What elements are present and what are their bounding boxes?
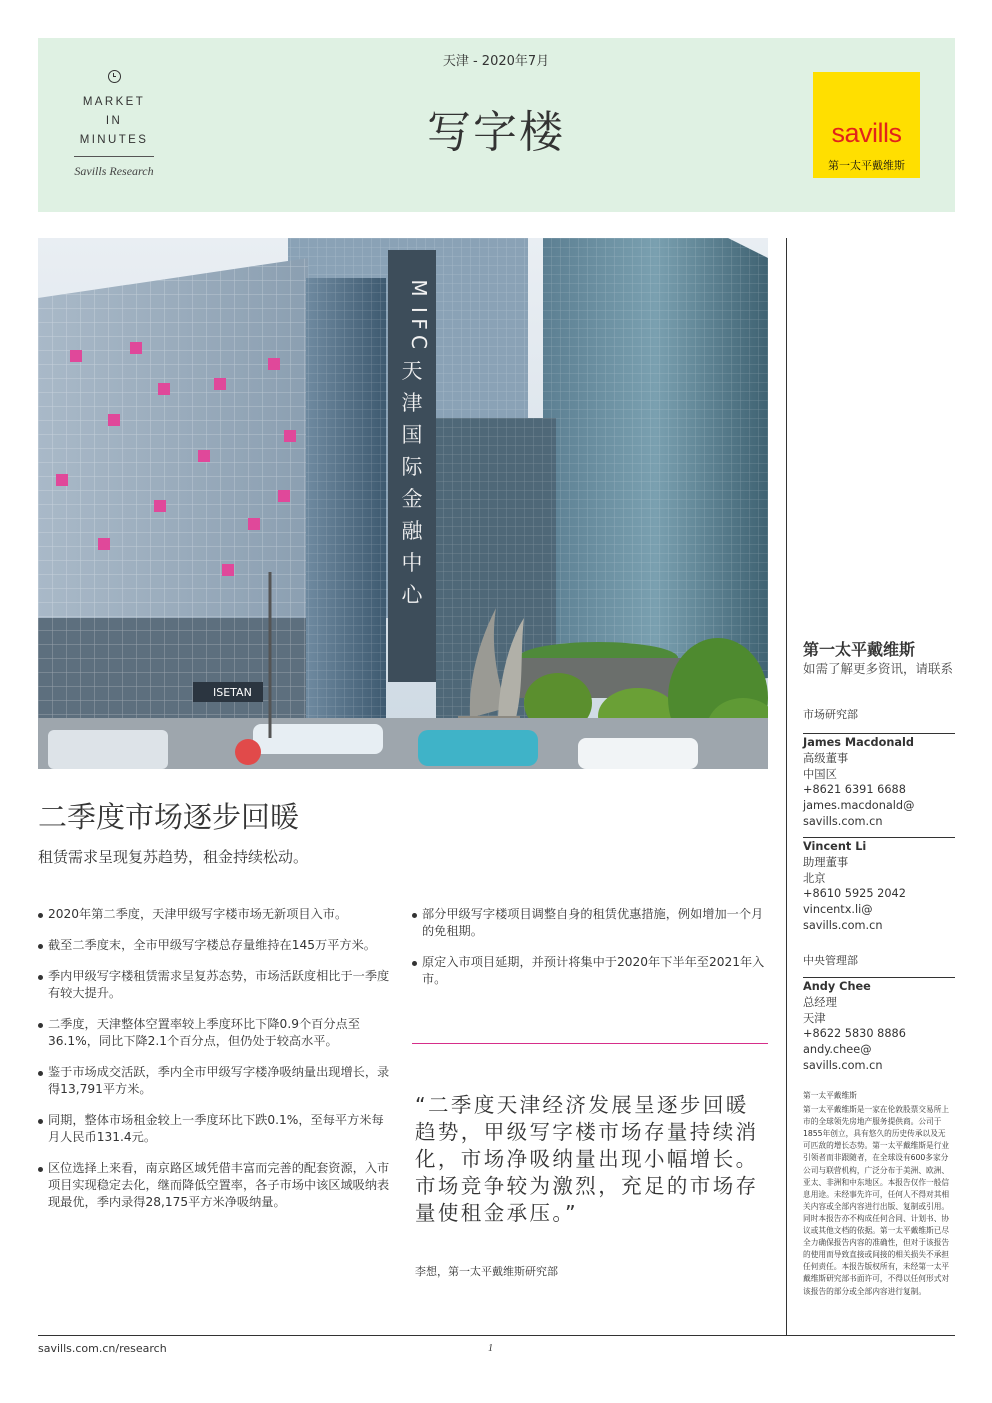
contact-name: Andy Chee <box>803 980 871 993</box>
footer-divider <box>38 1335 955 1336</box>
contact-role: 总经理 <box>803 995 837 1009</box>
svg-text:M: M <box>407 279 431 297</box>
footer-link[interactable]: savills.com.cn/research <box>38 1342 167 1355</box>
svg-text:天: 天 <box>401 359 423 383</box>
contact-region: 中国区 <box>803 767 837 781</box>
svg-text:心: 心 <box>401 583 423 607</box>
contact-name: James Macdonald <box>803 736 914 749</box>
brand-word: IN <box>105 115 123 127</box>
brand-word: MARKET <box>82 96 146 108</box>
list-item: 鉴于市场成交活跃，季内全市甲级写字楼净吸纳量出现增长，录得13,791平方米。 <box>38 1064 394 1098</box>
sidebar-divider <box>786 238 787 1336</box>
list-item: 同期，整体市场租金较上一季度环比下跌0.1%，至每平方米每月人民币131.4元。 <box>38 1112 394 1146</box>
contact-phone[interactable]: +8621 6391 6688 <box>803 783 906 797</box>
list-item: 季内甲级写字楼租赁需求呈复苏态势，市场活跃度相比于一季度有较大提升。 <box>38 968 394 1002</box>
list-item: 二季度，天津整体空置率较上季度环比下降0.9个百分点至36.1%，同比下降2.1个百分点，但仍处于较高水平。 <box>38 1016 394 1050</box>
quote-divider <box>412 1043 768 1044</box>
svg-text:ISETAN: ISETAN <box>213 686 252 699</box>
bullet-list-right <box>412 906 768 1002</box>
svg-text:F: F <box>407 318 431 330</box>
dept-research: 市场研究部 <box>803 708 858 721</box>
building-photo-illustration <box>38 238 768 769</box>
bullet-list-left <box>38 906 394 1225</box>
page-number: 1 <box>488 1343 493 1354</box>
list-item: 部分甲级写字楼项目调整自身的租赁优惠措施，例如增加一个月的免租期。 <box>412 906 768 940</box>
savills-logo <box>813 72 920 178</box>
contact-divider <box>803 733 955 734</box>
brand-research: Savills Research <box>74 164 154 178</box>
sidebar-subtitle: 如需了解更多资讯，请联系 <box>803 661 954 676</box>
list-item: 截至二季度末，全市甲级写字楼总存量维持在145万平方米。 <box>38 937 394 954</box>
contact-email-domain[interactable]: savills.com.cn <box>803 1058 883 1072</box>
brand-word: MINUTES <box>79 134 149 146</box>
clock-icon <box>108 70 121 83</box>
location-date: 天津 - 2020年7月 <box>442 54 550 69</box>
contact-email-domain[interactable]: savills.com.cn <box>803 814 883 828</box>
svg-text:I: I <box>407 307 431 313</box>
svg-text:金: 金 <box>401 487 423 511</box>
list-item: 2020年第二季度，天津甲级写字楼市场无新项目入市。 <box>38 906 394 923</box>
contact-email[interactable]: james.macdonald@ <box>803 799 915 813</box>
contact-role: 助理董事 <box>803 855 849 869</box>
contact-region: 北京 <box>803 871 826 885</box>
contact-email-domain[interactable]: savills.com.cn <box>803 918 883 932</box>
contact-role: 高级董事 <box>803 751 849 765</box>
list-item: 区位选择上来看，南京路区域凭借丰富而完善的配套资源，入市项目实现稳定去化，继而降低空置率，各子市场中该区域吸纳表现最优，季内录得28,175平方米净吸纳量。 <box>38 1160 394 1211</box>
svg-text:津: 津 <box>401 391 423 415</box>
about-savills <box>803 1090 953 1298</box>
contact-divider <box>803 977 955 978</box>
list-item: 原定入市项目延期，并预计将集中于2020年下半年至2021年入市。 <box>412 954 768 988</box>
pull-quote: “二季度天津经济发展呈逐步回暖趋势，甲级写字楼市场存量持续消化，市场净吸纳量出现小幅增长。市场竞争较为激烈，充足的市场存量使租金承压。” <box>415 1093 759 1225</box>
about-title: 第一太平戴维斯 <box>803 1091 857 1100</box>
contact-name: Vincent Li <box>803 840 867 853</box>
contact-card-james <box>803 735 955 830</box>
about-text: 第一太平戴维斯是一家在伦敦股票交易所上市的全球领先房地产服务提供商。公司于1855年创立，具有悠久的历史传承以及无可匹敌的增长态势。第一太平戴维斯是行业引领者而非跟随者，在全球设有600多家分公司与联营机构，广泛分布于美洲、欧洲、亚太、非洲和中东地区。本报告仅作一般信息用途。未经事先许可，任何人不得对其相关内容或全部内容进行出版、复制或引用。同时本报告亦不构成任何合同、计划书、协议或其他文档的依据。第一太平戴维斯已尽全力确保报告内容的准确性，但对于该报告的使用而导致直接或间接的相关损失不承担任何责任。本报告版权所有，未经第一太平戴维斯研究部书面许可，不得以任何形式对该报告的部分或全部内容进行复制。 <box>803 1105 950 1296</box>
contact-card-andy <box>803 979 955 1074</box>
svg-text:C: C <box>407 335 431 349</box>
sidebar-title: 第一太平戴维斯 <box>803 640 916 659</box>
logo-cn: 第一太平戴维斯 <box>828 159 905 172</box>
svg-text:中: 中 <box>401 551 423 575</box>
quote-attribution: 李想，第一太平戴维斯研究部 <box>415 1265 558 1278</box>
contact-region: 天津 <box>803 1011 826 1025</box>
article-subhead: 租赁需求呈现复苏趋势，租金持续松动。 <box>38 848 309 866</box>
svg-text:际: 际 <box>401 455 423 479</box>
contact-phone[interactable]: +8610 5925 2042 <box>803 887 906 901</box>
page-title: 写字楼 <box>427 107 565 158</box>
contact-card-vincent <box>803 839 955 934</box>
contact-divider <box>803 837 955 838</box>
svg-text:国: 国 <box>401 423 423 447</box>
building-photo <box>38 238 768 769</box>
article-headline: 二季度市场逐步回暖 <box>38 800 300 834</box>
dept-central: 中央管理部 <box>803 954 858 967</box>
svg-text:融: 融 <box>401 519 423 543</box>
logo-text: savills <box>831 118 902 148</box>
contact-email[interactable]: vincentx.li@ <box>803 903 873 917</box>
brand-divider <box>74 156 154 157</box>
market-in-minutes-brand <box>66 70 162 179</box>
contact-phone[interactable]: +8622 5830 8886 <box>803 1027 906 1041</box>
contact-email[interactable]: andy.chee@ <box>803 1043 872 1057</box>
